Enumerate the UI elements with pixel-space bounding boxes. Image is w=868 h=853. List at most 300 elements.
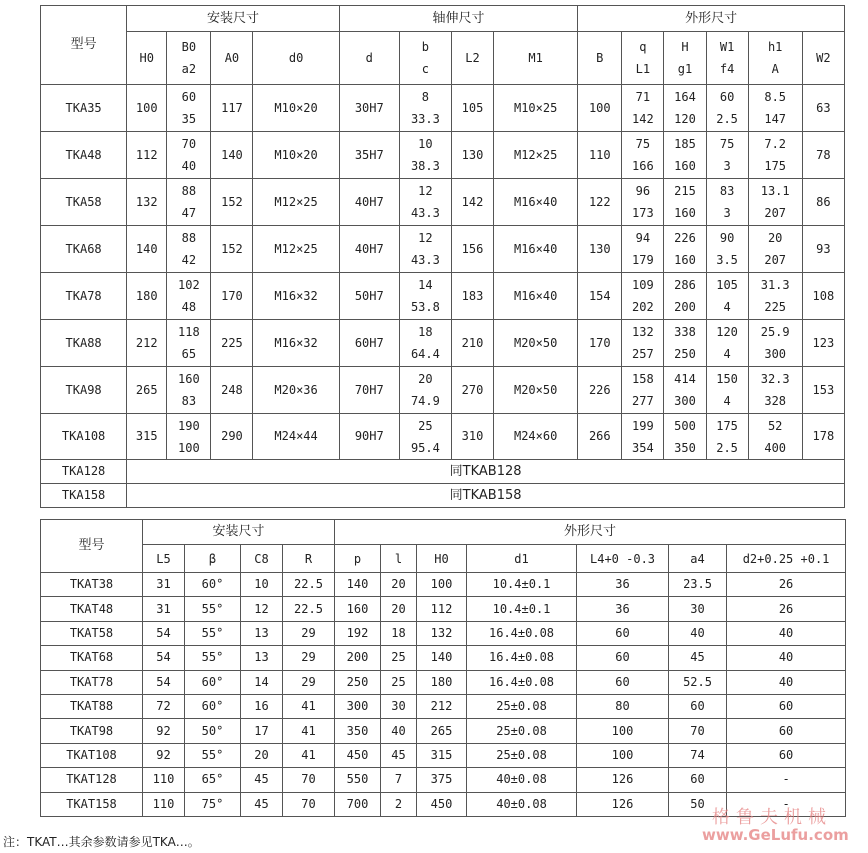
cell-L2: 310 [451, 414, 493, 460]
cell-L5: 72 [143, 694, 185, 718]
cell-M1: M16×40 [494, 179, 578, 226]
col-M1: M1 [494, 32, 578, 85]
cell-C8: 45 [241, 792, 283, 816]
col-L4: L4+0 -0.3 [577, 545, 669, 573]
cell-R: 41 [283, 719, 335, 743]
cell-C8: 14 [241, 670, 283, 694]
model-cell: TKAT58 [41, 621, 143, 645]
cell-a4: 70 [669, 719, 727, 743]
cell-H0: 140 [417, 646, 467, 670]
cell-C8: 13 [241, 646, 283, 670]
cell-W2: 178 [802, 414, 844, 460]
cell-H0: 375 [417, 768, 467, 792]
cell-H-g1: 414 300 [664, 367, 706, 414]
cell-L5: 31 [143, 597, 185, 621]
cell-p: 140 [335, 573, 381, 597]
table-row [41, 670, 846, 694]
cell-W2: 78 [802, 132, 844, 179]
watermark-name: 格鲁夫机械 [712, 807, 832, 828]
cell-L2: 210 [451, 320, 493, 367]
cell-a4: 50 [669, 792, 727, 816]
cell-beta: 65° [185, 768, 241, 792]
cell-H0: 265 [127, 367, 167, 414]
cell-H0: 180 [127, 273, 167, 320]
table-row [41, 414, 845, 460]
cell-L2: 105 [451, 85, 493, 132]
cell-R: 29 [283, 621, 335, 645]
cell-d: 90H7 [339, 414, 399, 460]
cell-a4: 30 [669, 597, 727, 621]
table-row [41, 743, 846, 767]
table-row [41, 573, 846, 597]
cell-d0: M12×25 [253, 179, 339, 226]
col-d2: d2+0.25 +0.1 [727, 545, 846, 573]
cell-l: 40 [381, 719, 417, 743]
cell-M1: M20×50 [494, 367, 578, 414]
table-row [41, 597, 846, 621]
shaft-group-header: 轴伸尺寸 [339, 6, 578, 32]
cell-b-c: 12 43.3 [399, 179, 451, 226]
model-cell: TKA48 [41, 132, 127, 179]
col-A0: A0 [211, 32, 253, 85]
cell-L5: 110 [143, 768, 185, 792]
cell-R: 41 [283, 743, 335, 767]
cell-q-L1: 199 354 [622, 414, 664, 460]
col-q-L1: q L1 [622, 32, 664, 85]
cell-M1: M10×25 [494, 85, 578, 132]
cell-H-g1: 185 160 [664, 132, 706, 179]
cell-H0: 315 [127, 414, 167, 460]
col-B: B [578, 32, 622, 85]
cell-W2: 153 [802, 367, 844, 414]
cell-l: 45 [381, 743, 417, 767]
cell-L2: 142 [451, 179, 493, 226]
cell-L5: 54 [143, 670, 185, 694]
model-cell: TKAT48 [41, 597, 143, 621]
cell-l: 25 [381, 670, 417, 694]
model-cell: TKA68 [41, 226, 127, 273]
table-row [41, 273, 845, 320]
cell-d: 50H7 [339, 273, 399, 320]
cell-C8: 20 [241, 743, 283, 767]
col-W1-f4: W1 f4 [706, 32, 748, 85]
cell-L5: 54 [143, 621, 185, 645]
cell-M1: M16×40 [494, 273, 578, 320]
cell-C8: 17 [241, 719, 283, 743]
cell-L5: 31 [143, 573, 185, 597]
cell-q-L1: 132 257 [622, 320, 664, 367]
cell-d1: 16.4±0.08 [467, 621, 577, 645]
col-l: l [381, 545, 417, 573]
cell-R: 29 [283, 670, 335, 694]
cell-d0: M12×25 [253, 226, 339, 273]
cell-A0: 152 [211, 226, 253, 273]
cell-H-g1: 226 160 [664, 226, 706, 273]
table-row [41, 621, 846, 645]
cell-b-c: 14 53.8 [399, 273, 451, 320]
cell-p: 250 [335, 670, 381, 694]
cell-q-L1: 96 173 [622, 179, 664, 226]
cell-beta: 55° [185, 743, 241, 767]
cell-d: 35H7 [339, 132, 399, 179]
cell-L4: 36 [577, 597, 669, 621]
cell-B0-a2: 160 83 [167, 367, 211, 414]
model-cell: TKAT88 [41, 694, 143, 718]
cell-L4: 126 [577, 792, 669, 816]
cell-p: 192 [335, 621, 381, 645]
cell-W1-f4: 83 3 [706, 179, 748, 226]
cell-beta: 60° [185, 573, 241, 597]
cell-L4: 126 [577, 768, 669, 792]
cell-L2: 130 [451, 132, 493, 179]
cell-d0: M10×20 [253, 85, 339, 132]
model-cell: TKAT128 [41, 768, 143, 792]
model-cell: TKA35 [41, 85, 127, 132]
cell-H0: 112 [417, 597, 467, 621]
cell-b-c: 12 43.3 [399, 226, 451, 273]
cell-L4: 36 [577, 573, 669, 597]
cell-d: 60H7 [339, 320, 399, 367]
merged-reference-cell: 同TKAB158 [127, 484, 845, 508]
cell-L5: 110 [143, 792, 185, 816]
cell-q-L1: 75 166 [622, 132, 664, 179]
cell-B0-a2: 88 42 [167, 226, 211, 273]
col-C8: C8 [241, 545, 283, 573]
cell-H0: 450 [417, 792, 467, 816]
cell-B: 130 [578, 226, 622, 273]
cell-d1: 10.4±0.1 [467, 597, 577, 621]
cell-a4: 23.5 [669, 573, 727, 597]
model-cell: TKA108 [41, 414, 127, 460]
col-H0: H0 [127, 32, 167, 85]
cell-q-L1: 71 142 [622, 85, 664, 132]
cell-l: 7 [381, 768, 417, 792]
cell-M1: M20×50 [494, 320, 578, 367]
cell-L4: 60 [577, 621, 669, 645]
cell-B0-a2: 190 100 [167, 414, 211, 460]
cell-L4: 80 [577, 694, 669, 718]
cell-C8: 10 [241, 573, 283, 597]
model-header: 型号 [41, 6, 127, 85]
cell-beta: 75° [185, 792, 241, 816]
cell-H0: 212 [417, 694, 467, 718]
cell-H0: 100 [417, 573, 467, 597]
col-H0-2: H0 [417, 545, 467, 573]
cell-W1-f4: 90 3.5 [706, 226, 748, 273]
cell-l: 18 [381, 621, 417, 645]
cell-H0: 315 [417, 743, 467, 767]
cell-W1-f4: 175 2.5 [706, 414, 748, 460]
cell-H0: 100 [127, 85, 167, 132]
cell-l: 30 [381, 694, 417, 718]
cell-H0: 140 [127, 226, 167, 273]
cell-H0: 180 [417, 670, 467, 694]
cell-W2: 86 [802, 179, 844, 226]
cell-A0: 117 [211, 85, 253, 132]
table-row [41, 367, 845, 414]
model-cell: TKA158 [41, 484, 127, 508]
cell-p: 160 [335, 597, 381, 621]
cell-W2: 108 [802, 273, 844, 320]
cell-d1: 16.4±0.08 [467, 670, 577, 694]
tkat-dimensions-table [40, 519, 846, 817]
cell-d0: M16×32 [253, 320, 339, 367]
col-H-g1: H g1 [664, 32, 706, 85]
table-row [41, 132, 845, 179]
col-p: p [335, 545, 381, 573]
col-B0-a2: B0 a2 [167, 32, 211, 85]
cell-B0-a2: 102 48 [167, 273, 211, 320]
col-d: d [339, 32, 399, 85]
cell-B: 154 [578, 273, 622, 320]
table-row [41, 226, 845, 273]
table-row [41, 694, 846, 718]
cell-d0: M24×44 [253, 414, 339, 460]
cell-L2: 183 [451, 273, 493, 320]
cell-L4: 60 [577, 670, 669, 694]
cell-W1-f4: 75 3 [706, 132, 748, 179]
model-cell: TKAT98 [41, 719, 143, 743]
cell-d1: 25±0.08 [467, 694, 577, 718]
cell-l: 2 [381, 792, 417, 816]
cell-d1: 10.4±0.1 [467, 573, 577, 597]
cell-b-c: 20 74.9 [399, 367, 451, 414]
cell-B: 170 [578, 320, 622, 367]
outline-group-header: 外形尺寸 [578, 6, 845, 32]
cell-d2: 26 [727, 573, 846, 597]
cell-beta: 55° [185, 597, 241, 621]
cell-h1-A: 8.5 147 [748, 85, 802, 132]
cell-L5: 54 [143, 646, 185, 670]
cell-p: 450 [335, 743, 381, 767]
cell-H-g1: 286 200 [664, 273, 706, 320]
cell-d2: 60 [727, 743, 846, 767]
cell-H0: 132 [417, 621, 467, 645]
model-cell: TKAT68 [41, 646, 143, 670]
cell-d: 70H7 [339, 367, 399, 414]
cell-H0: 112 [127, 132, 167, 179]
cell-A0: 248 [211, 367, 253, 414]
cell-h1-A: 25.9 300 [748, 320, 802, 367]
watermark-url: www.GeLufu.com [702, 826, 849, 844]
col-L2: L2 [451, 32, 493, 85]
cell-a4: 60 [669, 768, 727, 792]
cell-a4: 60 [669, 694, 727, 718]
cell-L5: 92 [143, 743, 185, 767]
table-row [41, 768, 846, 792]
cell-b-c: 18 64.4 [399, 320, 451, 367]
cell-W2: 93 [802, 226, 844, 273]
cell-q-L1: 158 277 [622, 367, 664, 414]
cell-L4: 100 [577, 743, 669, 767]
col-a4: a4 [669, 545, 727, 573]
cell-C8: 12 [241, 597, 283, 621]
cell-d1: 40±0.08 [467, 792, 577, 816]
col-h1-A: h1 A [748, 32, 802, 85]
cell-H-g1: 215 160 [664, 179, 706, 226]
cell-B: 226 [578, 367, 622, 414]
cell-a4: 52.5 [669, 670, 727, 694]
cell-d2: 40 [727, 646, 846, 670]
cell-d2: 60 [727, 719, 846, 743]
col-d1: d1 [467, 545, 577, 573]
cell-L4: 60 [577, 646, 669, 670]
cell-B0-a2: 60 35 [167, 85, 211, 132]
cell-W1-f4: 60 2.5 [706, 85, 748, 132]
model-cell: TKAT38 [41, 573, 143, 597]
cell-B0-a2: 118 65 [167, 320, 211, 367]
model-cell: TKA88 [41, 320, 127, 367]
col-W2: W2 [802, 32, 844, 85]
table-row [41, 646, 846, 670]
model-cell: TKA128 [41, 460, 127, 484]
cell-C8: 16 [241, 694, 283, 718]
cell-h1-A: 52 400 [748, 414, 802, 460]
cell-beta: 50° [185, 719, 241, 743]
cell-h1-A: 32.3 328 [748, 367, 802, 414]
cell-L2: 270 [451, 367, 493, 414]
cell-R: 70 [283, 792, 335, 816]
cell-R: 41 [283, 694, 335, 718]
cell-H-g1: 500 350 [664, 414, 706, 460]
cell-M1: M24×60 [494, 414, 578, 460]
cell-p: 350 [335, 719, 381, 743]
cell-d: 30H7 [339, 85, 399, 132]
cell-d0: M20×36 [253, 367, 339, 414]
cell-d2: 60 [727, 694, 846, 718]
cell-A0: 290 [211, 414, 253, 460]
model-cell: TKA58 [41, 179, 127, 226]
cell-p: 700 [335, 792, 381, 816]
cell-L2: 156 [451, 226, 493, 273]
cell-d2: 40 [727, 670, 846, 694]
cell-C8: 45 [241, 768, 283, 792]
cell-beta: 60° [185, 694, 241, 718]
cell-d1: 25±0.08 [467, 743, 577, 767]
cell-B: 266 [578, 414, 622, 460]
cell-b-c: 8 33.3 [399, 85, 451, 132]
model-cell: TKA98 [41, 367, 127, 414]
cell-d2: 40 [727, 621, 846, 645]
tka-dimensions-table [40, 5, 845, 508]
merged-reference-cell: 同TKAB128 [127, 460, 845, 484]
cell-q-L1: 109 202 [622, 273, 664, 320]
cell-A0: 170 [211, 273, 253, 320]
cell-W1-f4: 150 4 [706, 367, 748, 414]
install-group-header-2: 安装尺寸 [143, 520, 335, 545]
cell-h1-A: 20 207 [748, 226, 802, 273]
cell-L5: 92 [143, 719, 185, 743]
model-cell: TKAT108 [41, 743, 143, 767]
cell-l: 20 [381, 573, 417, 597]
model-header-2: 型号 [41, 520, 143, 573]
cell-l: 25 [381, 646, 417, 670]
col-L5: L5 [143, 545, 185, 573]
cell-a4: 74 [669, 743, 727, 767]
cell-a4: 45 [669, 646, 727, 670]
cell-a4: 40 [669, 621, 727, 645]
cell-B0-a2: 70 40 [167, 132, 211, 179]
cell-H-g1: 164 120 [664, 85, 706, 132]
table-row [41, 484, 845, 508]
cell-h1-A: 7.2 175 [748, 132, 802, 179]
cell-A0: 225 [211, 320, 253, 367]
table-row [41, 85, 845, 132]
cell-d: 40H7 [339, 226, 399, 273]
col-b-c: b c [399, 32, 451, 85]
cell-R: 22.5 [283, 597, 335, 621]
model-cell: TKAT78 [41, 670, 143, 694]
cell-d0: M10×20 [253, 132, 339, 179]
cell-W2: 63 [802, 85, 844, 132]
model-cell: TKA78 [41, 273, 127, 320]
col-d0: d0 [253, 32, 339, 85]
cell-q-L1: 94 179 [622, 226, 664, 273]
cell-beta: 55° [185, 646, 241, 670]
footnote: 注：TKAT…其余参数请参见TKA…。 [3, 835, 200, 849]
cell-L4: 100 [577, 719, 669, 743]
cell-A0: 140 [211, 132, 253, 179]
cell-A0: 152 [211, 179, 253, 226]
cell-d1: 16.4±0.08 [467, 646, 577, 670]
col-beta: β [185, 545, 241, 573]
cell-p: 300 [335, 694, 381, 718]
cell-d2: - [727, 792, 846, 816]
cell-H0: 212 [127, 320, 167, 367]
model-cell: TKAT158 [41, 792, 143, 816]
cell-M1: M16×40 [494, 226, 578, 273]
cell-p: 550 [335, 768, 381, 792]
cell-d0: M16×32 [253, 273, 339, 320]
outline-group-header-2: 外形尺寸 [335, 520, 846, 545]
cell-M1: M12×25 [494, 132, 578, 179]
cell-R: 29 [283, 646, 335, 670]
install-group-header: 安装尺寸 [127, 6, 340, 32]
cell-B: 110 [578, 132, 622, 179]
cell-h1-A: 31.3 225 [748, 273, 802, 320]
cell-H0: 265 [417, 719, 467, 743]
cell-W2: 123 [802, 320, 844, 367]
cell-W1-f4: 105 4 [706, 273, 748, 320]
cell-beta: 60° [185, 670, 241, 694]
cell-W1-f4: 120 4 [706, 320, 748, 367]
cell-R: 70 [283, 768, 335, 792]
cell-d: 40H7 [339, 179, 399, 226]
cell-B: 122 [578, 179, 622, 226]
cell-R: 22.5 [283, 573, 335, 597]
cell-p: 200 [335, 646, 381, 670]
table-row [41, 179, 845, 226]
cell-H0: 132 [127, 179, 167, 226]
cell-b-c: 25 95.4 [399, 414, 451, 460]
cell-B0-a2: 88 47 [167, 179, 211, 226]
table-row [41, 320, 845, 367]
cell-d1: 25±0.08 [467, 719, 577, 743]
cell-beta: 55° [185, 621, 241, 645]
cell-d1: 40±0.08 [467, 768, 577, 792]
cell-h1-A: 13.1 207 [748, 179, 802, 226]
cell-d2: - [727, 768, 846, 792]
cell-b-c: 10 38.3 [399, 132, 451, 179]
cell-d2: 26 [727, 597, 846, 621]
cell-B: 100 [578, 85, 622, 132]
table-row [41, 719, 846, 743]
cell-H-g1: 338 250 [664, 320, 706, 367]
cell-C8: 13 [241, 621, 283, 645]
cell-l: 20 [381, 597, 417, 621]
col-R: R [283, 545, 335, 573]
table-row [41, 460, 845, 484]
